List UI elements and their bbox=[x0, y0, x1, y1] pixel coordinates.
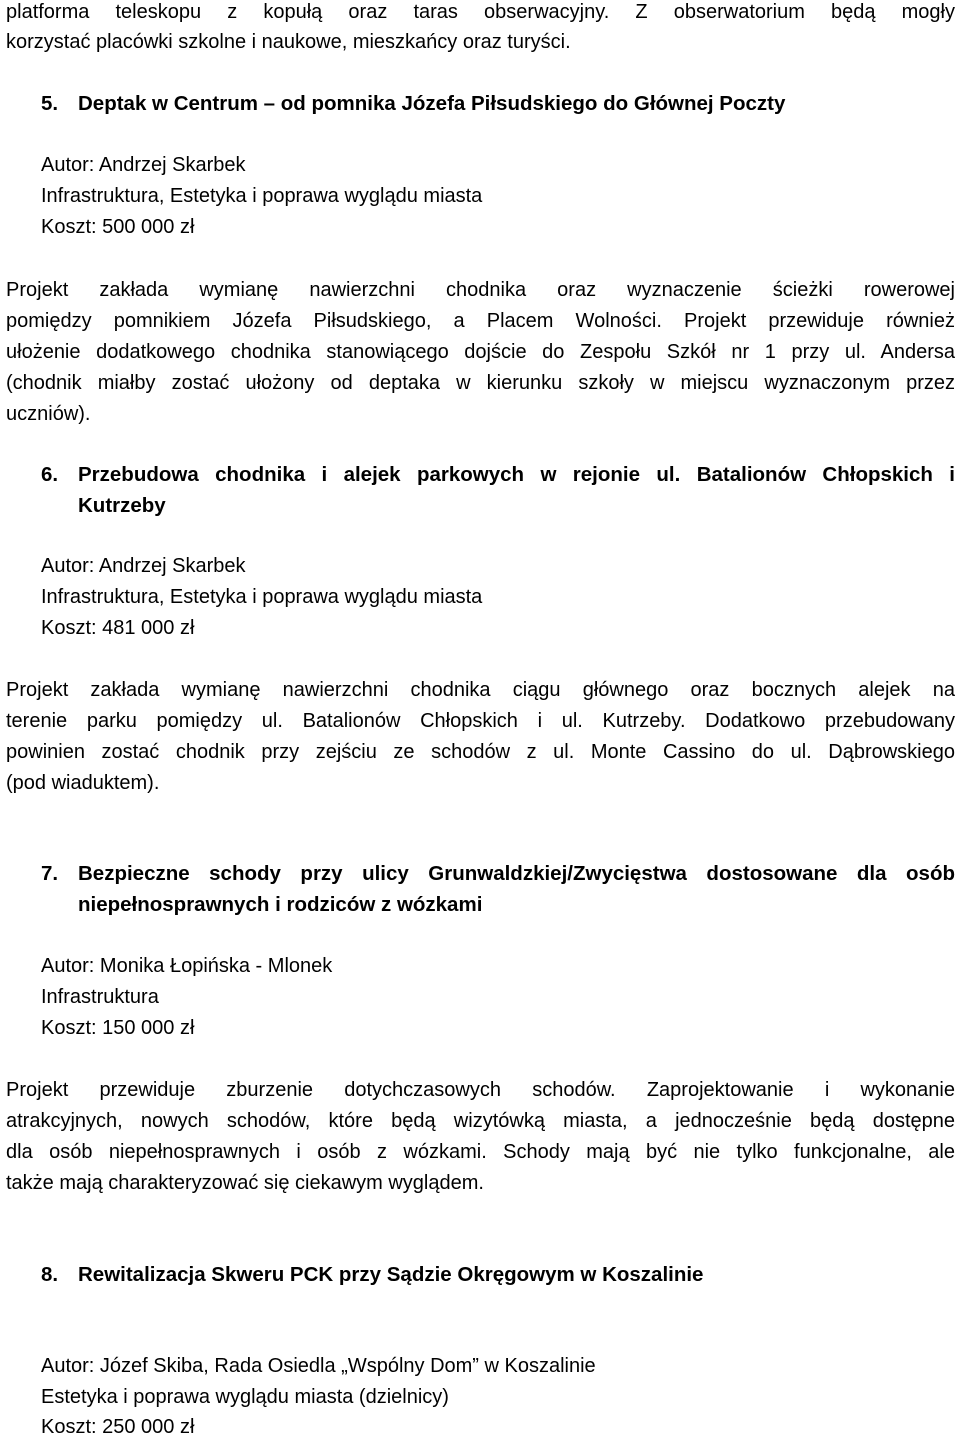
project-5-number: 5. bbox=[41, 92, 59, 115]
project-7-number: 7. bbox=[41, 862, 59, 885]
project-8-title: Rewitalizacja Skweru PCK przy Sądzie Okręgowym w Koszalinie bbox=[78, 1263, 704, 1286]
project-5-desc-line-1: Projekt zakłada wymianę nawierzchni chodnika oraz wyznaczenie ścieżki rowerowej bbox=[6, 279, 955, 301]
project-5-desc-line-5: uczniów). bbox=[6, 403, 91, 425]
project-6-title-line-2: Kutrzeby bbox=[78, 494, 166, 517]
project-5-category: Infrastruktura, Estetyka i poprawa wyglądu miasta bbox=[41, 185, 483, 207]
project-6-desc-line-2: terenie parku pomiędzy ul. Batalionów Chłopskich i ul. Kutrzeby. Dodatkowo przebudowany bbox=[6, 710, 955, 732]
project-6-title-line-1: Przebudowa chodnika i alejek parkowych w rejonie ul. Batalionów Chłopskich i bbox=[78, 463, 955, 486]
project-6-cost: Koszt: 481 000 zł bbox=[41, 617, 195, 639]
project-5-cost: Koszt: 500 000 zł bbox=[41, 216, 195, 238]
project-7-desc-line-1: Projekt przewiduje zburzenie dotychczasowych schodów. Zaprojektowanie i wykonanie bbox=[6, 1079, 955, 1101]
project-5-author: Autor: Andrzej Skarbek bbox=[41, 154, 246, 176]
project-7-category: Infrastruktura bbox=[41, 986, 159, 1008]
project-7-cost: Koszt: 150 000 zł bbox=[41, 1017, 195, 1039]
intro-line-1: platforma teleskopu z kopułą oraz taras obserwacyjny. Z obserwatorium będą mogły bbox=[6, 1, 955, 23]
project-6-author: Autor: Andrzej Skarbek bbox=[41, 555, 246, 577]
project-5-desc-line-3: ułożenie dodatkowego chodnika stanowiącego dojście do Zespołu Szkół nr 1 przy ul. Andersa bbox=[6, 341, 955, 363]
project-6-desc-line-1: Projekt zakłada wymianę nawierzchni chodnika ciągu głównego oraz bocznych alejek na bbox=[6, 679, 955, 701]
project-5-title: Deptak w Centrum – od pomnika Józefa Piłsudskiego do Głównej Poczty bbox=[78, 92, 786, 115]
intro-line-2: korzystać placówki szkolne i naukowe, mieszkańcy oraz turyści. bbox=[6, 31, 571, 53]
project-6-number: 6. bbox=[41, 463, 59, 486]
project-7-author: Autor: Monika Łopińska - Mlonek bbox=[41, 955, 333, 977]
project-7-title-line-1: Bezpieczne schody przy ulicy Grunwaldzkiej/Zwycięstwa dostosowane dla osób bbox=[78, 862, 955, 885]
project-6-desc-line-4: (pod wiaduktem). bbox=[6, 772, 160, 794]
project-7-desc-line-4: także mają charakteryzować się ciekawym wyglądem. bbox=[6, 1172, 484, 1194]
project-8-number: 8. bbox=[41, 1263, 59, 1286]
project-7-desc-line-3: dla osób niepełnosprawnych i osób z wózkami. Schody mają być nie tylko funkcjonalne, ale bbox=[6, 1141, 955, 1163]
project-5-desc-line-2: pomiędzy pomnikiem Józefa Piłsudskiego, a Placem Wolności. Projekt przewiduje również bbox=[6, 310, 955, 332]
project-6-desc-line-3: powinien zostać chodnik przy zejściu ze schodów z ul. Monte Cassino do ul. Dąbrowskiego bbox=[6, 741, 955, 763]
project-7-title-line-2: niepełnosprawnych i rodziców z wózkami bbox=[78, 893, 483, 916]
project-8-author: Autor: Józef Skiba, Rada Osiedla „Wspólny Dom” w Koszalinie bbox=[41, 1355, 596, 1377]
project-6-category: Infrastruktura, Estetyka i poprawa wyglądu miasta bbox=[41, 586, 483, 608]
project-5-desc-line-4: (chodnik miałby zostać ułożony od deptaka w kierunku szkoły w miejscu wyznaczonym przez bbox=[6, 372, 955, 394]
project-7-desc-line-2: atrakcyjnych, nowych schodów, które będą wizytówką miasta, a jednocześnie będą dostępne bbox=[6, 1110, 955, 1132]
project-8-category: Estetyka i poprawa wyglądu miasta (dzielnicy) bbox=[41, 1386, 449, 1408]
project-8-cost: Koszt: 250 000 zł bbox=[41, 1416, 195, 1438]
